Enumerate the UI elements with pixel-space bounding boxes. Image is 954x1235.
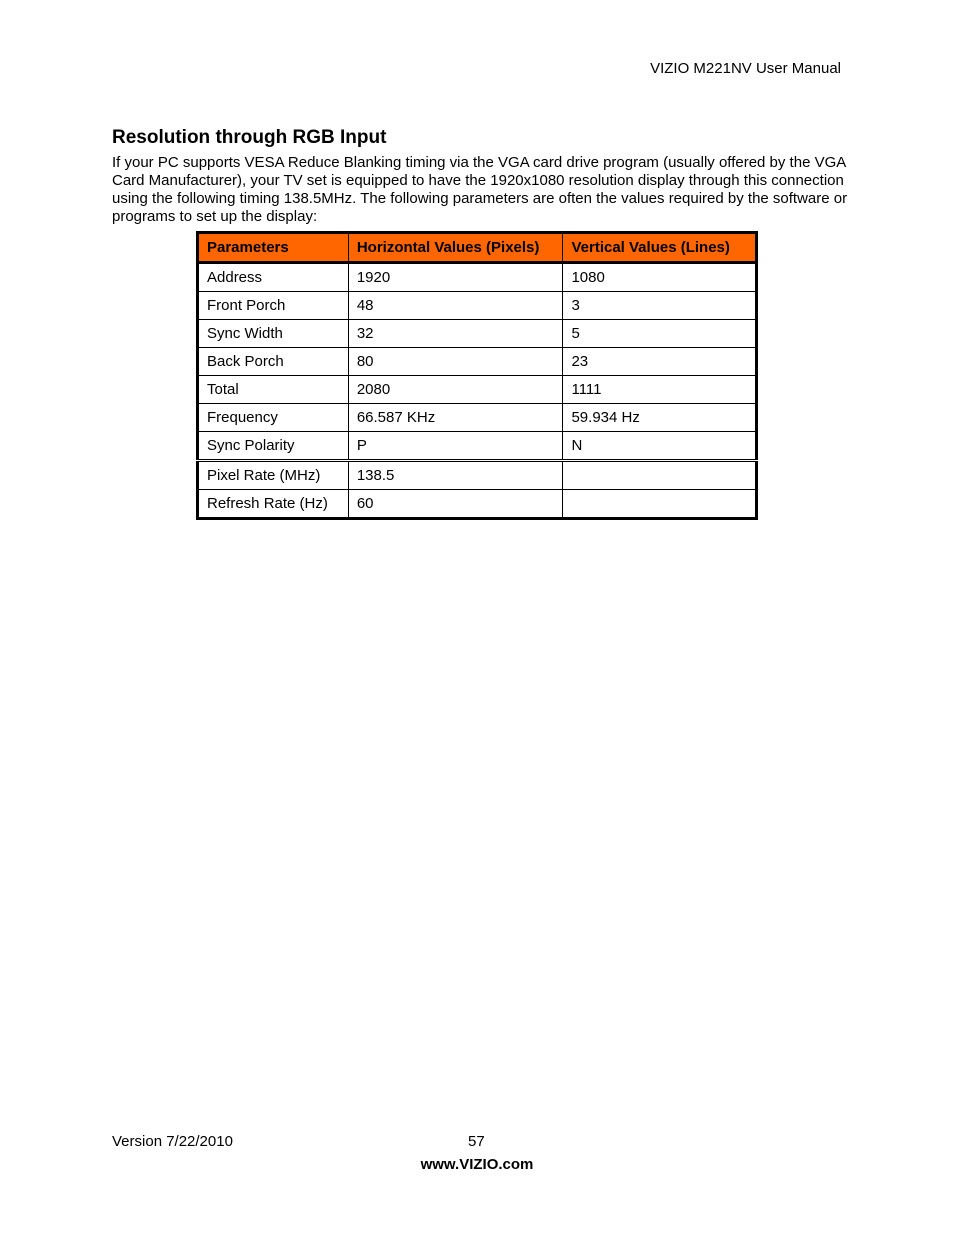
cell-parameter: Back Porch — [198, 348, 349, 376]
table-row — [198, 348, 757, 376]
table-row — [198, 432, 757, 461]
cell-parameter: Address — [198, 263, 349, 292]
column-header-horizontal: Horizontal Values (Pixels) — [348, 233, 563, 263]
cell-vertical: 3 — [563, 292, 757, 320]
column-header-parameters: Parameters — [198, 233, 349, 263]
footer-version: Version 7/22/2010 — [112, 1133, 233, 1150]
table-row — [198, 263, 757, 292]
cell-horizontal: 66.587 KHz — [348, 404, 563, 432]
cell-vertical: 5 — [563, 320, 757, 348]
section-title: Resolution through RGB Input — [112, 127, 387, 148]
cell-vertical — [563, 490, 757, 519]
cell-parameter: Pixel Rate (MHz) — [198, 461, 349, 490]
page-number: 57 — [468, 1133, 485, 1150]
cell-horizontal: 138.5 — [348, 461, 563, 490]
timing-parameters-table — [196, 231, 758, 520]
table-row — [198, 461, 757, 490]
cell-parameter: Front Porch — [198, 292, 349, 320]
cell-horizontal: 48 — [348, 292, 563, 320]
cell-vertical: 23 — [563, 348, 757, 376]
table-row — [198, 376, 757, 404]
cell-horizontal: 80 — [348, 348, 563, 376]
cell-vertical: 1111 — [563, 376, 757, 404]
table-row — [198, 292, 757, 320]
cell-parameter: Frequency — [198, 404, 349, 432]
footer-url: www.VIZIO.com — [420, 1156, 534, 1173]
cell-vertical: 1080 — [563, 263, 757, 292]
running-header: VIZIO M221NV User Manual — [650, 60, 841, 77]
table-header-row — [198, 233, 757, 263]
column-header-vertical: Vertical Values (Lines) — [563, 233, 757, 263]
cell-horizontal: 60 — [348, 490, 563, 519]
cell-parameter: Total — [198, 376, 349, 404]
cell-parameter: Sync Width — [198, 320, 349, 348]
cell-vertical: 59.934 Hz — [563, 404, 757, 432]
cell-parameter: Sync Polarity — [198, 432, 349, 461]
table-row — [198, 320, 757, 348]
table-row — [198, 490, 757, 519]
cell-horizontal: 32 — [348, 320, 563, 348]
cell-vertical: N — [563, 432, 757, 461]
cell-horizontal: 1920 — [348, 263, 563, 292]
cell-horizontal: P — [348, 432, 563, 461]
table-row — [198, 404, 757, 432]
cell-horizontal: 2080 — [348, 376, 563, 404]
intro-paragraph: If your PC supports VESA Reduce Blanking timing via the VGA card drive program (usually offered by the VGA Card Manufacturer), your TV set is equipped to have the 1920x1080 resolution display through this connection using the following timing 138.5MHz. The following parameters are often the values required by the software or programs to set up the display: — [112, 154, 848, 225]
cell-parameter: Refresh Rate (Hz) — [198, 490, 349, 519]
cell-vertical — [563, 461, 757, 490]
